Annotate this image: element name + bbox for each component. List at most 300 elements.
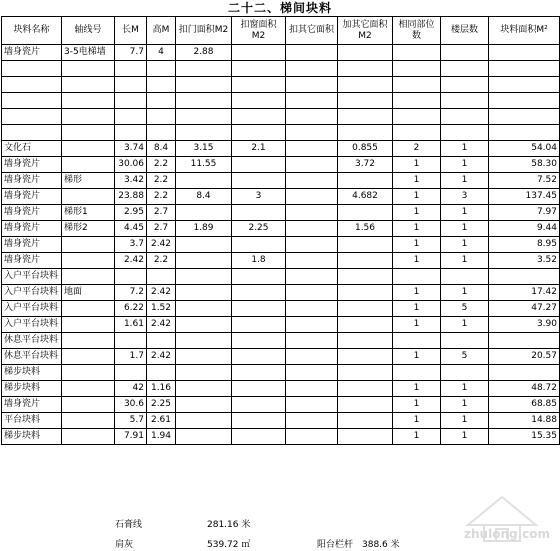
table-cell <box>286 301 338 317</box>
table-cell: 6.22 <box>115 301 147 317</box>
table-cell <box>338 365 393 381</box>
table-cell: 2.88 <box>176 45 232 61</box>
table-cell <box>286 429 338 445</box>
table-cell: 1 <box>393 349 441 365</box>
table-cell <box>338 93 393 109</box>
table-cell <box>232 109 286 125</box>
table-row <box>2 189 560 205</box>
table-row <box>2 237 560 253</box>
table-cell <box>441 77 489 93</box>
table-cell <box>147 365 176 381</box>
column-header: 加其它面积M2 <box>338 17 393 45</box>
table-cell: 1.61 <box>115 317 147 333</box>
table-cell <box>115 125 147 141</box>
table-cell: 1 <box>393 173 441 189</box>
table-cell <box>62 93 115 109</box>
table-cell <box>62 77 115 93</box>
table-cell <box>286 285 338 301</box>
table-cell: 3.15 <box>176 141 232 157</box>
table-row <box>2 45 560 61</box>
table-cell: 58.30 <box>489 157 560 173</box>
table-cell <box>2 77 62 93</box>
table-cell: 1 <box>441 381 489 397</box>
table-cell: 梯步块料 <box>2 429 62 445</box>
table-cell: 墙身瓷片 <box>2 157 62 173</box>
table-cell <box>176 77 232 93</box>
table-cell: 1.94 <box>147 429 176 445</box>
table-cell: 42 <box>115 381 147 397</box>
table-cell <box>338 45 393 61</box>
table-cell <box>338 429 393 445</box>
table-cell: 1 <box>393 205 441 221</box>
table-cell: 墙身瓷片 <box>2 237 62 253</box>
table-cell: 15.35 <box>489 429 560 445</box>
table-cell <box>338 301 393 317</box>
table-cell <box>232 269 286 285</box>
table-cell <box>338 413 393 429</box>
table-cell: 1.56 <box>338 221 393 237</box>
table-cell: 墙身瓷片 <box>2 221 62 237</box>
table-cell <box>176 397 232 413</box>
table-cell <box>338 125 393 141</box>
table-cell <box>441 45 489 61</box>
table-cell <box>147 125 176 141</box>
table-cell <box>232 349 286 365</box>
table-cell <box>176 365 232 381</box>
table-row <box>2 285 560 301</box>
table-cell <box>147 269 176 285</box>
table-cell: 20.57 <box>489 349 560 365</box>
table-cell: 1 <box>393 397 441 413</box>
table-cell <box>2 61 62 77</box>
table-cell <box>489 109 560 125</box>
table-cell: 入户平台块料 <box>2 269 62 285</box>
gypsum-line-label: 石膏线 <box>115 520 143 530</box>
table-cell <box>232 157 286 173</box>
table-cell: 7.2 <box>115 285 147 301</box>
table-cell: 墙身瓷片 <box>2 189 62 205</box>
table-cell <box>286 125 338 141</box>
table-cell: 1 <box>393 157 441 173</box>
column-header: 楼层数 <box>441 17 489 45</box>
table-cell: 3.74 <box>115 141 147 157</box>
table-cell <box>62 157 115 173</box>
table-cell <box>232 45 286 61</box>
material-table <box>1 16 560 445</box>
table-cell: 0.855 <box>338 141 393 157</box>
table-cell: 68.85 <box>489 397 560 413</box>
table-cell: 2.95 <box>115 205 147 221</box>
table-cell <box>176 61 232 77</box>
table-cell <box>232 301 286 317</box>
table-cell <box>286 221 338 237</box>
table-cell <box>286 109 338 125</box>
table-cell: 梯形2 <box>62 221 115 237</box>
table-cell <box>62 365 115 381</box>
table-cell <box>176 429 232 445</box>
table-cell <box>232 93 286 109</box>
table-cell: 8.95 <box>489 237 560 253</box>
table-cell: 休息平台块料 <box>2 333 62 349</box>
table-cell: 1.16 <box>147 381 176 397</box>
table-cell: 137.45 <box>489 189 560 205</box>
table-cell <box>232 333 286 349</box>
table-cell: 墙身瓷片 <box>2 205 62 221</box>
table-cell <box>2 93 62 109</box>
table-cell: 5 <box>441 301 489 317</box>
table-cell <box>176 173 232 189</box>
table-cell <box>147 61 176 77</box>
table-cell <box>393 125 441 141</box>
table-cell: 地面 <box>62 285 115 301</box>
table-cell <box>286 317 338 333</box>
table-cell <box>176 237 232 253</box>
table-cell <box>232 77 286 93</box>
table-cell: 1 <box>393 237 441 253</box>
table-cell <box>393 269 441 285</box>
table-row <box>2 349 560 365</box>
table-cell: 2.42 <box>147 237 176 253</box>
table-cell: 4 <box>147 45 176 61</box>
table-cell: 2.42 <box>115 253 147 269</box>
table-cell <box>232 205 286 221</box>
table-cell: 7.52 <box>489 173 560 189</box>
table-cell <box>62 253 115 269</box>
table-cell: 2.2 <box>147 189 176 205</box>
table-cell <box>232 413 286 429</box>
table-cell <box>62 317 115 333</box>
watermark-logo <box>448 485 556 547</box>
table-cell: 14.88 <box>489 413 560 429</box>
table-cell <box>147 333 176 349</box>
table-cell <box>115 93 147 109</box>
table-cell <box>286 45 338 61</box>
table-body <box>2 17 560 445</box>
table-cell: 1 <box>393 285 441 301</box>
table-row <box>2 61 560 77</box>
table-cell <box>286 173 338 189</box>
table-cell <box>338 397 393 413</box>
table-cell: 1.89 <box>176 221 232 237</box>
table-cell <box>338 333 393 349</box>
table-cell: 1 <box>393 381 441 397</box>
table-cell: 1 <box>393 413 441 429</box>
table-cell: 2.25 <box>147 397 176 413</box>
table-cell <box>393 45 441 61</box>
table-cell: 2.42 <box>147 317 176 333</box>
table-cell <box>176 333 232 349</box>
table-cell <box>115 61 147 77</box>
table-cell: 2.2 <box>147 173 176 189</box>
table-cell <box>176 109 232 125</box>
table-cell <box>147 109 176 125</box>
column-header: 扣其它面积 <box>286 17 338 45</box>
table-row <box>2 109 560 125</box>
table-cell: 2.25 <box>232 221 286 237</box>
table-cell <box>62 269 115 285</box>
table-cell: 3 <box>441 189 489 205</box>
table-cell: 梯步块料 <box>2 381 62 397</box>
table-cell <box>115 333 147 349</box>
table-cell <box>176 285 232 301</box>
table-row <box>2 381 560 397</box>
putty-label: 肩灰 <box>115 540 134 550</box>
table-cell <box>393 365 441 381</box>
table-cell <box>176 125 232 141</box>
column-header: 块料名称 <box>2 17 62 45</box>
table-cell: 2.2 <box>147 157 176 173</box>
table-cell: 1.52 <box>147 301 176 317</box>
table-cell: 9.44 <box>489 221 560 237</box>
balcony-rail-label: 阳台栏杆 <box>317 540 354 550</box>
table-cell: 30.6 <box>115 397 147 413</box>
table-cell: 1 <box>441 317 489 333</box>
table-cell <box>393 61 441 77</box>
table-cell: 1 <box>441 253 489 269</box>
table-cell <box>62 301 115 317</box>
table-cell <box>338 205 393 221</box>
table-cell: 3.90 <box>489 317 560 333</box>
table-cell <box>62 141 115 157</box>
table-cell: 5.7 <box>115 413 147 429</box>
table-cell: 梯形 <box>62 173 115 189</box>
table-cell <box>286 61 338 77</box>
table-cell <box>232 237 286 253</box>
table-cell <box>489 365 560 381</box>
table-cell: 1 <box>441 157 489 173</box>
table-cell <box>393 93 441 109</box>
table-cell <box>232 125 286 141</box>
table-cell <box>2 109 62 125</box>
page-title: 二十二、梯间块料 <box>227 1 332 15</box>
table-cell: 梯形1 <box>62 205 115 221</box>
column-header: 长M <box>115 17 147 45</box>
table-cell: 文化石 <box>2 141 62 157</box>
table-row <box>2 205 560 221</box>
table-cell: 3 <box>232 189 286 205</box>
table-cell <box>286 333 338 349</box>
table-cell: 1 <box>393 317 441 333</box>
table-cell <box>441 125 489 141</box>
table-cell: 7.91 <box>115 429 147 445</box>
table-cell <box>489 77 560 93</box>
table-cell <box>62 109 115 125</box>
table-cell <box>232 61 286 77</box>
table-cell: 1 <box>393 189 441 205</box>
watermark-text: zhulong.com <box>464 527 550 541</box>
table-cell: 3.42 <box>115 173 147 189</box>
table-cell: 1 <box>441 141 489 157</box>
table-cell: 8.4 <box>147 141 176 157</box>
table-cell: 2.42 <box>147 285 176 301</box>
table-row <box>2 429 560 445</box>
table-cell <box>441 333 489 349</box>
table-cell: 1 <box>441 205 489 221</box>
table-cell <box>393 333 441 349</box>
table-row <box>2 317 560 333</box>
table-cell: 入户平台块料 <box>2 317 62 333</box>
table-cell <box>489 269 560 285</box>
table-cell: 1 <box>393 221 441 237</box>
table-cell: 11.55 <box>176 157 232 173</box>
table-cell <box>232 381 286 397</box>
table-cell <box>176 93 232 109</box>
table-cell <box>176 413 232 429</box>
table-cell <box>232 397 286 413</box>
table-cell <box>338 253 393 269</box>
table-cell: 4.682 <box>338 189 393 205</box>
table-cell <box>286 413 338 429</box>
table-cell: 54.04 <box>489 141 560 157</box>
column-header: 相同部位数 <box>393 17 441 45</box>
table-cell: 墙身瓷片 <box>2 173 62 189</box>
table-cell <box>286 189 338 205</box>
table-cell: 墙身瓷片 <box>2 253 62 269</box>
table-cell: 1 <box>441 285 489 301</box>
table-cell <box>286 397 338 413</box>
table-cell <box>393 109 441 125</box>
column-header: 扣门面积M2 <box>176 17 232 45</box>
table-cell: 2.2 <box>147 253 176 269</box>
table-cell <box>232 317 286 333</box>
table-cell: 3-5电梯墙 <box>62 45 115 61</box>
table-cell <box>115 269 147 285</box>
table-cell <box>286 141 338 157</box>
table-cell <box>338 317 393 333</box>
table-row <box>2 269 560 285</box>
table-cell: 2.42 <box>147 349 176 365</box>
table-cell <box>62 397 115 413</box>
table-cell <box>286 349 338 365</box>
table-cell: 5 <box>441 349 489 365</box>
table-cell: 1 <box>441 237 489 253</box>
table-cell: 1 <box>441 221 489 237</box>
table-cell <box>62 237 115 253</box>
table-cell <box>338 285 393 301</box>
table-cell <box>176 205 232 221</box>
table-cell <box>62 429 115 445</box>
table-cell <box>115 109 147 125</box>
table-cell: 48.72 <box>489 381 560 397</box>
table-cell: 23.88 <box>115 189 147 205</box>
table-cell: 8.4 <box>176 189 232 205</box>
table-cell <box>115 365 147 381</box>
table-cell <box>115 77 147 93</box>
table-row <box>2 333 560 349</box>
table-cell <box>441 365 489 381</box>
table-cell: 1 <box>393 429 441 445</box>
table-cell <box>489 333 560 349</box>
table-cell: 1 <box>441 413 489 429</box>
table-cell: 3.7 <box>115 237 147 253</box>
table-cell <box>489 45 560 61</box>
table-cell <box>62 189 115 205</box>
table-cell <box>176 349 232 365</box>
table-cell <box>338 349 393 365</box>
table-row <box>2 93 560 109</box>
table-cell: 2 <box>393 141 441 157</box>
table-cell: 1 <box>441 397 489 413</box>
table-cell <box>176 381 232 397</box>
table-cell <box>338 237 393 253</box>
table-cell <box>176 301 232 317</box>
table-cell: 1 <box>393 253 441 269</box>
table-cell <box>338 61 393 77</box>
table-cell: 1 <box>441 173 489 189</box>
header-row <box>2 17 560 45</box>
table-cell <box>62 333 115 349</box>
table-cell <box>441 109 489 125</box>
table-cell <box>286 237 338 253</box>
table-row <box>2 125 560 141</box>
table-cell <box>62 349 115 365</box>
table-cell <box>62 381 115 397</box>
table-cell <box>338 381 393 397</box>
table-cell <box>176 253 232 269</box>
table-cell <box>286 269 338 285</box>
table-cell <box>62 125 115 141</box>
table-cell: 7.97 <box>489 205 560 221</box>
table-cell: 4.45 <box>115 221 147 237</box>
table-row <box>2 397 560 413</box>
table-cell <box>147 77 176 93</box>
table-cell <box>286 365 338 381</box>
table-row <box>2 221 560 237</box>
table-cell <box>176 269 232 285</box>
table-cell <box>286 253 338 269</box>
table-row <box>2 253 560 269</box>
table-row <box>2 173 560 189</box>
table-cell <box>441 61 489 77</box>
table-cell: 1 <box>393 301 441 317</box>
table-cell <box>338 109 393 125</box>
table-cell: 2.7 <box>147 221 176 237</box>
table-cell: 7.7 <box>115 45 147 61</box>
table-cell: 2.1 <box>232 141 286 157</box>
table-cell: 墙身瓷片 <box>2 45 62 61</box>
table-cell: 17.42 <box>489 285 560 301</box>
table-cell <box>489 125 560 141</box>
column-header: 块料面积M² <box>489 17 560 45</box>
table-cell: 墙身瓷片 <box>2 397 62 413</box>
table-row <box>2 157 560 173</box>
table-cell <box>232 429 286 445</box>
table-cell: 2.61 <box>147 413 176 429</box>
table-cell <box>2 125 62 141</box>
table-cell <box>62 413 115 429</box>
table-cell: 梯步块料 <box>2 365 62 381</box>
table-cell <box>489 93 560 109</box>
table-cell <box>393 77 441 93</box>
table-cell <box>232 173 286 189</box>
table-cell <box>286 93 338 109</box>
table-cell: 1.7 <box>115 349 147 365</box>
table-cell <box>286 381 338 397</box>
balcony-rail-value: 388.6 米 <box>362 540 400 550</box>
table-cell <box>232 285 286 301</box>
table-cell <box>286 77 338 93</box>
column-header: 高M <box>147 17 176 45</box>
table-cell: 30.06 <box>115 157 147 173</box>
table-row <box>2 365 560 381</box>
table-cell <box>338 173 393 189</box>
table-row <box>2 413 560 429</box>
table-cell: 2.7 <box>147 205 176 221</box>
table-cell <box>441 269 489 285</box>
table-cell <box>147 93 176 109</box>
table-cell <box>338 77 393 93</box>
table-cell <box>489 61 560 77</box>
